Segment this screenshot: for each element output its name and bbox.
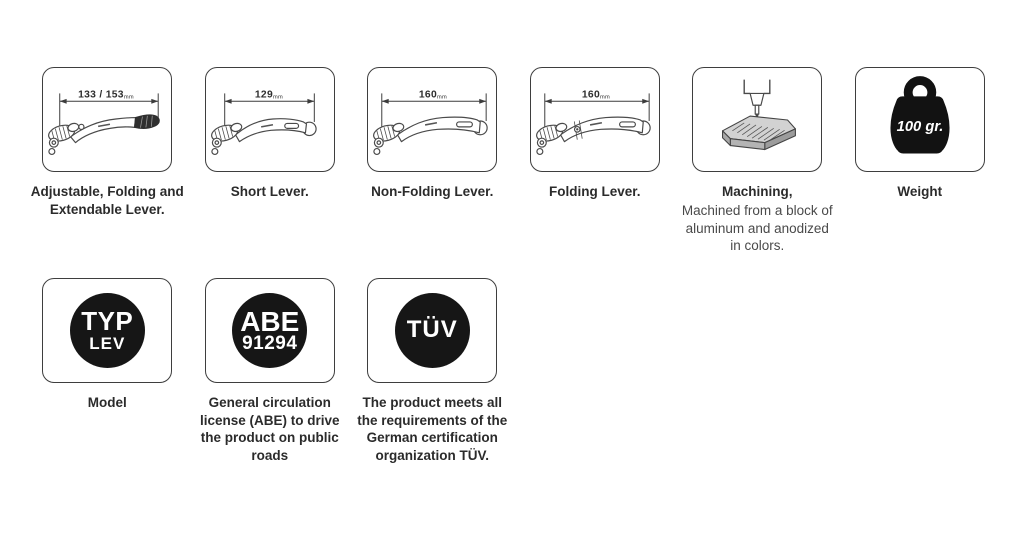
feature-adjustable-lever: [26, 67, 189, 255]
certification-model: [26, 278, 189, 464]
certification-card: [205, 278, 335, 383]
svg-text:100 gr.: 100 gr.: [896, 118, 944, 135]
feature-caption: Non-Folding Lever.: [371, 184, 494, 199]
folding-lever-diagram-icon: [531, 67, 659, 172]
feature-caption: Machining,: [722, 184, 793, 199]
certification-tuv: [351, 278, 514, 464]
badge-text: TÜV: [406, 316, 458, 344]
feature-card: [530, 67, 660, 172]
feature-card: [855, 67, 985, 172]
feature-card: [42, 67, 172, 172]
feature-card: [692, 67, 822, 172]
feature-caption: Folding Lever.: [548, 184, 641, 199]
features-row: [26, 67, 1001, 255]
adjustable-lever-diagram-icon: [43, 67, 171, 172]
feature-caption: Weight: [897, 184, 943, 199]
badge-text: ABE: [240, 305, 300, 337]
typ-lev-badge-icon: [70, 293, 145, 368]
feature-description: Machined from a block of aluminum and anodized in colors.: [681, 202, 833, 254]
certification-caption: General circulation license (ABE) to drive the product on public roads: [199, 395, 340, 463]
badge-text: 91294: [242, 332, 298, 354]
feature-non-folding-lever: [351, 67, 514, 255]
milling-machine-icon: [693, 67, 821, 172]
tuv-badge-icon: [395, 293, 470, 368]
certification-caption: The product meets all the requirements of the German certification organization TÜV.: [357, 395, 508, 463]
abe-badge-icon: [232, 293, 307, 368]
feature-short-lever: [189, 67, 352, 255]
badge-text: TYP: [81, 305, 134, 336]
feature-machining: [676, 67, 839, 255]
svg-text:133 / 153mm: 133 / 153mm: [78, 89, 135, 101]
weight-icon: [856, 67, 984, 172]
certification-caption: Model: [87, 395, 127, 410]
svg-text:129mm: 129mm: [254, 89, 283, 101]
short-lever-diagram-icon: [206, 67, 334, 172]
non-folding-lever-diagram-icon: [368, 67, 496, 172]
svg-text:160mm: 160mm: [419, 89, 448, 101]
certification-abe: [189, 278, 352, 464]
svg-text:160mm: 160mm: [581, 89, 610, 101]
feature-caption: Short Lever.: [230, 184, 309, 199]
certifications-row: [26, 278, 514, 464]
feature-caption: Adjustable, Folding and Extendable Lever.: [30, 184, 184, 217]
feature-card: [205, 67, 335, 172]
feature-card: [367, 67, 497, 172]
feature-folding-lever: [514, 67, 677, 255]
certification-card: [42, 278, 172, 383]
feature-weight: [839, 67, 1002, 255]
certification-card: [367, 278, 497, 383]
badge-text: LEV: [89, 333, 126, 353]
